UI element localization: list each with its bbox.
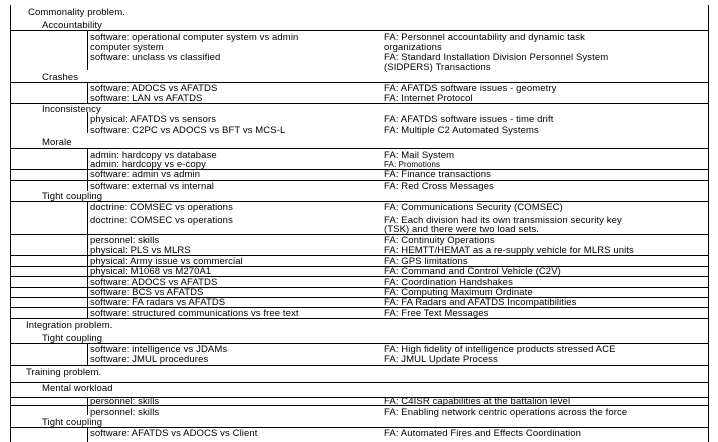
item-left: physical: M1068 vs M270A1 (90, 266, 212, 277)
item-right: FA: Multiple C2 Automated Systems (384, 125, 539, 136)
item-right: FA: High fidelity of intelligence products stressed ACE (384, 344, 616, 355)
item-right: FA: Internet Protocol (384, 93, 473, 104)
category-label: Accountability (42, 20, 103, 31)
item-right: FA: Enabling network centric operations across the force (384, 407, 628, 418)
item-column-divider (87, 112, 88, 133)
item-right: FA: Red Cross Messages (384, 181, 494, 192)
item-left: software: BCS vs AFATDS (90, 287, 204, 298)
item-left: personnel: skills (90, 407, 160, 418)
row-divider (10, 365, 709, 366)
category-label: Crashes (42, 72, 79, 83)
item-right: (SIDPERS) Transactions (384, 62, 491, 73)
item-left: personnel: skills (90, 396, 160, 407)
item-left: software: AFATDS vs ADOCS vs Client (90, 428, 258, 439)
item-right: FA: Mail System (384, 150, 455, 161)
item-right: FA: Coordination Handshakes (384, 277, 513, 288)
row-divider (10, 148, 709, 149)
item-left: computer system (90, 42, 164, 53)
item-right: FA: Continuity Operations (384, 235, 495, 246)
item-left: software: JMUL procedures (90, 354, 209, 365)
item-column-divider (87, 30, 88, 70)
category-label: Tight coupling (42, 191, 103, 202)
item-right: FA: Communications Security (COMSEC) (384, 202, 563, 213)
section-title: Commonality problem. (28, 7, 126, 18)
item-left: software: external vs internal (90, 181, 214, 192)
item-right: FA: Personnel accountability and dynamic task (384, 32, 585, 43)
section-title: Integration problem. (26, 320, 113, 331)
item-right: organizations (384, 42, 442, 53)
item-left: physical: AFATDS vs sensors (90, 114, 217, 125)
item-left: physical: Army issue vs commercial (90, 256, 243, 267)
section-title: Training problem. (26, 367, 102, 378)
item-right: FA: AFATDS software issues - geometry (384, 83, 557, 94)
item-column-divider (87, 201, 88, 318)
item-right: FA: Automated Fires and Effects Coordination (384, 428, 581, 439)
item-left: software: FA radars vs AFATDS (90, 297, 226, 308)
category-label: Morale (42, 137, 72, 148)
table-right-border (708, 5, 709, 442)
item-left: software: unclass vs classified (90, 52, 221, 63)
item-right: FA: Computing Maximum Ordinate (384, 287, 533, 298)
item-column-divider (87, 397, 88, 415)
item-column-divider (87, 343, 88, 365)
category-label: Tight coupling (42, 333, 103, 344)
item-right: FA: Each division had its own transmission security key (384, 215, 622, 226)
item-right: FA: Promotions (384, 160, 441, 169)
category-label: Mental workload (42, 383, 113, 394)
item-right: FA: Command and Control Vehicle (C2V) (384, 266, 561, 277)
item-left: software: operational computer system vs admin (90, 32, 299, 43)
item-column-divider (87, 427, 88, 442)
item-left: doctrine: COMSEC vs operations (90, 215, 233, 226)
item-left: admin: hardcopy vs database (90, 150, 217, 161)
row-divider (10, 382, 709, 383)
item-left: personnel: skills (90, 235, 160, 246)
item-left: software: structured communications vs free text (90, 308, 299, 319)
item-left: software: ADOCS vs AFATDS (90, 83, 218, 94)
item-right: FA: C4ISR capabilities at the battalion level (384, 396, 571, 407)
item-left: software: LAN vs AFATDS (90, 93, 203, 104)
table-left-border (10, 5, 11, 442)
item-left: software: admin vs admin (90, 169, 201, 180)
item-right: FA: JMUL Update Process (384, 354, 498, 365)
item-left: admin: hardcopy vs e-copy (90, 159, 207, 170)
item-right: FA: HEMTT/HEMAT as a re-supply vehicle for MLRS units (384, 245, 634, 256)
item-right: FA: GPS limitations (384, 256, 468, 267)
item-column-divider (87, 82, 88, 103)
item-left: doctrine: COMSEC vs operations (90, 202, 233, 213)
item-right: FA: Free Text Messages (384, 308, 489, 319)
item-left: physical: PLS vs MLRS (90, 245, 191, 256)
category-label: Inconsistency (42, 104, 101, 115)
item-right: FA: Finance transactions (384, 169, 491, 180)
item-right: FA: FA Radars and AFATDS Incompatibilities (384, 297, 577, 308)
category-label: Tight coupling (42, 417, 103, 428)
item-right: FA: Standard Installation Division Personnel System (384, 52, 609, 63)
item-left: software: intelligence vs JDAMs (90, 344, 228, 355)
item-column-divider (87, 148, 88, 191)
item-left: software: C2PC vs ADOCS vs BFT vs MCS-L (90, 125, 286, 136)
item-right: FA: AFATDS software issues - time drift (384, 114, 554, 125)
row-divider (10, 30, 709, 31)
item-left: software: ADOCS vs AFATDS (90, 277, 218, 288)
item-right: (TSK) and there were two load sets. (384, 224, 540, 235)
